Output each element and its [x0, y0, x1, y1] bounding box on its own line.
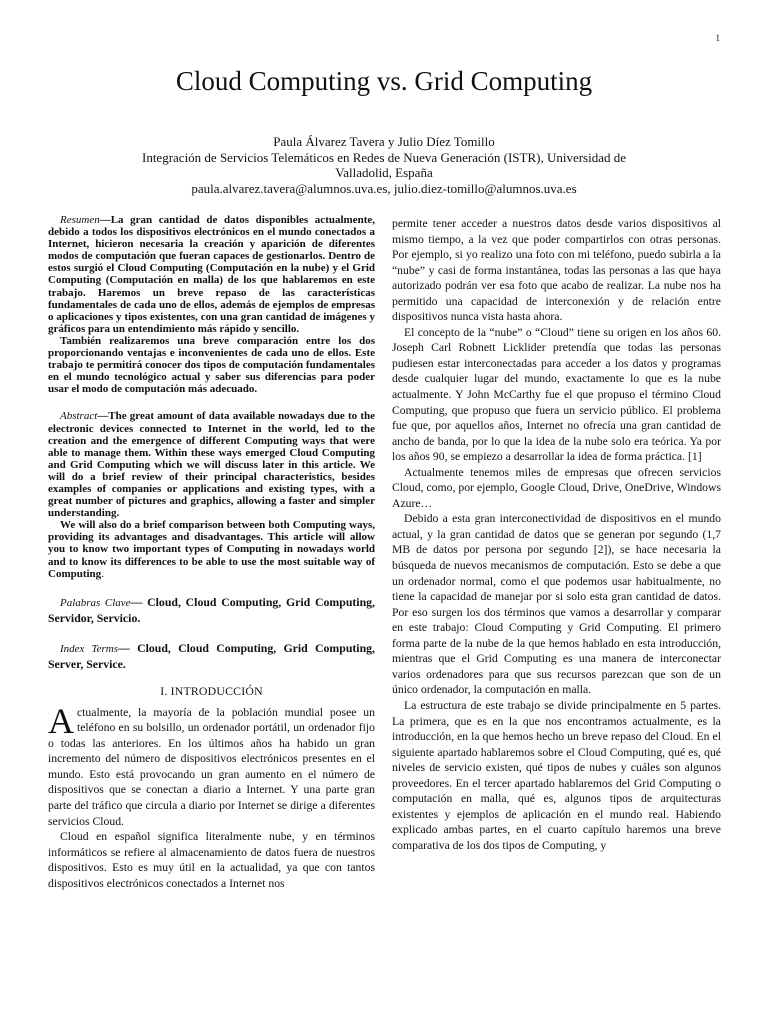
- introduccion-body: [48, 700, 375, 892]
- author-block: [110, 134, 658, 196]
- palabras-clave: [48, 595, 375, 626]
- paper-title: Cloud Computing vs. Grid Computing: [175, 66, 593, 96]
- right-paragraph-2: El concepto de la “nube” o “Cloud” tiene su origen en los años 60. Joseph Carl Robnett Licklider pretendía que todas las personas pudiesen estar interconectadas para acceder a los datos y programas desde cualquier lugar del mundo, exactamente lo que es la nube actualmente. Y John McCarthy fue el que propuso el término Cloud Computing, que propuso que fuera un servicio público. El problema fue que, por aquellos años, Internet no ofrecía una gran cantidad de ancho de banda, por lo que la idea de la nube solo era teórica. Ya por los años 90, se empiezo a desarrollar la idea de forma práctica. [1]: [392, 325, 721, 464]
- abstract-paragraph-2-end: .: [101, 567, 104, 580]
- affiliation-line-1: Integración de Servicios Telemáticos en Redes de Nueva Generación (ISTR), Universidad de: [141, 149, 626, 165]
- section-heading-introduccion: I. INTRODUCCIÓN: [160, 683, 263, 698]
- right-paragraph-1: permite tener acceder a nuestros datos desde varios dispositivos al mismo tiempo, a la vez que poder compartirlos con otras personas. Por ejemplo, si yo realizo una foto con mi teléfono, puedo subirla a la “nube” y casi de forma instantánea, todas las personas a las que haya autorizado podrán ver esa foto que acabo de realizar. La nube nos ha permitido una capacidad de interconexión y de relación entre dispositivos nunca vista hasta ahora.: [392, 217, 721, 324]
- intro-paragraph-2: Cloud en español significa literalmente nube, y en términos informáticos se refiere al almacenamiento de datos fuera de nuestros dispositivos. Esto es muy útil en la actualidad, ya que con tantos dispositivos electrónicos conectados a Internet nos: [48, 830, 375, 890]
- abstract-paragraph-2: We will also do a brief comparison between both Computing ways, providing its advantages and disadvantages. This article will allow you to know two important types of Computing in nowadays world and to know its differences to be able to use the most suitable way of Computing: [48, 519, 375, 580]
- palabras-clave-lead: Palabras Clave: [60, 596, 131, 609]
- dropcap-letter: A: [48, 700, 74, 741]
- right-paragraph-4: Debido a esta gran interconectividad de dispositivos en el mundo actual, y la gran cantidad de datos que se generan por segundo (1,7 MB de datos por persona por segundo [2]), se hace necesaria la búsqueda de nuevos mecanismos de computación. Esto se debe a que un ordenador normal, como el que podemos usar habitualmente, no tiene la capacidad de manejar por si solo esta gran cantidad de datos. Por eso surgen los dos términos que vamos a desarrollar y comparar en este trabajo: Cloud Computing y Grid Computing. El primero forma parte de la nube de la que hemos hablado en esta introducción, mientras que el Grid Computing es una manera de interconectar varios ordenadores para que sus recursos parezcan que son de un único ordenador, la computación en malla.: [392, 512, 721, 697]
- left-column: [48, 214, 375, 891]
- index-terms: [48, 641, 375, 672]
- resumen-paragraph-2: También realizaremos una breve comparación entre los dos proporcionando ventajas e inconvenientes de cada uno de ellos. Este trabajo te permitirá conocer dos tipos de computación fundamentales en el mundo tecnológico actual y saber sus diferencias para poder usar el modo de computación más adecuado.: [48, 334, 375, 396]
- abstract-block: [48, 410, 375, 579]
- affiliation-line-2: Valladolid, España: [335, 165, 433, 180]
- right-paragraph-3: Actualmente tenemos miles de empresas que ofrecen servicios Cloud, como, por ejemplo, Google Cloud, Drive, OneDrive, Windows Azure…: [392, 465, 721, 510]
- author-emails: paula.alvarez.tavera@alumnos.uva.es, julio.diez-tomillo@alumnos.uva.es: [191, 180, 577, 196]
- index-terms-lead: Index Terms: [60, 642, 119, 655]
- page-number: 1: [715, 33, 720, 43]
- resumen-paragraph-1: —La gran cantidad de datos disponibles actualmente, debido a todos los dispositivos electrónicos en el mundo conectados a Internet, hicieron necesaria la creación y aparición de diferentes modos de computación que fueran capaces de gestionarlos. Dentro de estos surgió el Cloud Computing (Computación en la nube) y el Grid Computing (Computación en malla) de los que hablaremos en este trabajo. Haremos un breve repaso de las características fundamentales de cada uno de ellos, además de ejemplos de empresas o aplicaciones y tipos existentes, con una gran cantidad de imágenes y gráficos para un entendimiento más rápido y sencillo.: [48, 214, 375, 335]
- right-column: [392, 216, 721, 853]
- palabras-clave-text: — Cloud, Cloud Computing, Grid Computing, Servidor, Servicio.: [48, 594, 375, 625]
- abstract-lead: Abstract: [60, 410, 98, 423]
- intro-paragraph-1: ctualmente, la mayoría de la población mundial posee un teléfono en su bolsillo, un ordenador portátil, un ordenador fijo o todas las anteriores. En los últimos años ha habido un gran incremento del número de dispositivos electrónicos presentes en el mundo. Esto está provocando un gran aumento en el número de dispositivos que se conectan a diario a Internet. Y una parte gran parte del tráfico que circula a diario por Internet se dirige a diferentes servicios Cloud.: [48, 705, 375, 828]
- resumen-lead: Resumen: [60, 214, 100, 226]
- author-names: Paula Álvarez Tavera y Julio Díez Tomillo: [273, 134, 495, 149]
- resumen-block: [48, 214, 375, 395]
- abstract-paragraph-1: —The great amount of data available nowadays due to the electronic devices connected to Internet in the world, led to the creation and the emergence of different Computing ways that were able to manage them. Within these ways emerged Cloud Computing and Grid Computing which we will discuss later in this article. We will do a brief review of their principal characteristics, besides examples of companies or applications and existing types, with a great number of pictures and graphics, allowing a faster and simpler understanding.: [48, 410, 375, 520]
- right-paragraph-5: La estructura de este trabajo se divide principalmente en 5 partes. La primera, que es en la que nos encontramos actualmente, es la introducción, en la que hemos hecho un breve repaso del Cloud. En el siguiente apartado hablaremos sobre el Cloud Computing, qué es, qué niveles de servicio existen, qué tipos de nubes y cuáles son algunos proveedores. En el tercer apartado hablaremos del Grid Computing o computación en malla, qué es, algunos tipos de arquitecturas existentes y ejemplos de aplicación en el mundo real. Habiendo explicado ambas partes, en el cuarto capítulo haremos una breve comparativa de los dos tipos de Computing, y: [392, 698, 721, 852]
- index-terms-text: — Cloud, Cloud Computing, Grid Computing, Server, Service.: [48, 640, 375, 671]
